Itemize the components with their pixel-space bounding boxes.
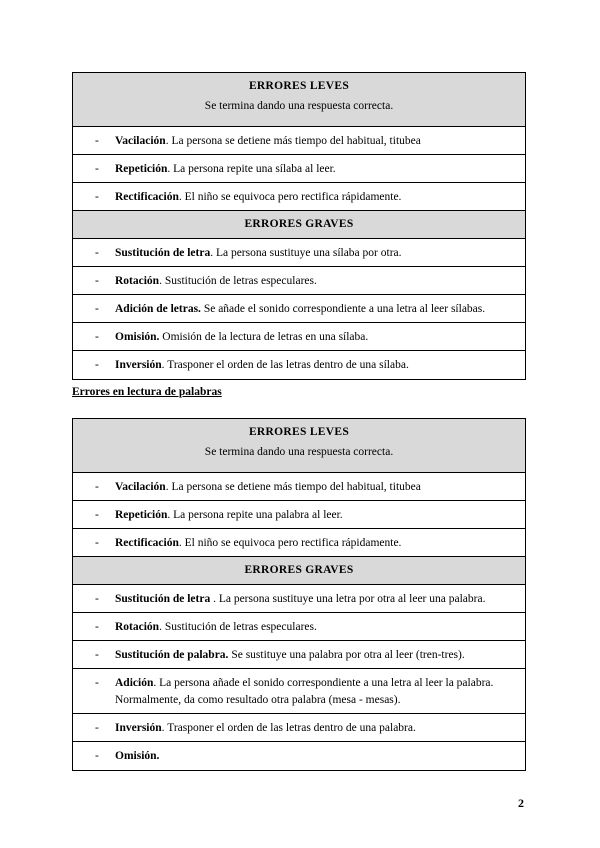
table-row: - Repetición. La persona repite una palabra al leer. bbox=[73, 501, 525, 529]
table-row: - Rectificación. El niño se equivoca pero rectifica rápidamente. bbox=[73, 529, 525, 557]
table-row: - Repetición. La persona repite una sílaba al leer. bbox=[73, 155, 525, 183]
leves-subtitle: Se termina dando una respuesta correcta. bbox=[204, 100, 394, 112]
table-row: - Rotación. Sustitución de letras especulares. bbox=[73, 267, 525, 295]
table-row: - Adición. La persona añade el sonido correspondiente a una letra al leer la palabra. Normalmente, da como resultado otra palabra (mesa - mesas). bbox=[73, 669, 525, 714]
leves-header bbox=[73, 73, 525, 127]
graves-header bbox=[73, 557, 525, 585]
table-row: - Adición de letras. Se añade el sonido correspondiente a una letra al leer sílabas. bbox=[73, 295, 525, 323]
table-row: - Vacilación. La persona se detiene más tiempo del habitual, titubea bbox=[73, 127, 525, 155]
table-row: - Sustitución de letra . La persona sustituye una letra por otra al leer una palabra. bbox=[73, 585, 525, 613]
table-row: - Omisión. Omisión de la lectura de letras en una sílaba. bbox=[73, 323, 525, 351]
errors-table-syllables bbox=[72, 72, 526, 380]
table-row: - Sustitución de palabra. Se sustituye una palabra por otra al leer (tren-tres). bbox=[73, 641, 525, 669]
table-row: - Rectificación. El niño se equivoca pero rectifica rápidamente. bbox=[73, 183, 525, 211]
table-row: - Inversión. Trasponer el orden de las letras dentro de una sílaba. bbox=[73, 351, 525, 379]
leves-title: ERRORES LEVES bbox=[248, 80, 350, 92]
table-row: - Rotación. Sustitución de letras especulares. bbox=[73, 613, 525, 641]
table-row: - Omisión. bbox=[73, 742, 525, 770]
leves-header bbox=[73, 419, 525, 473]
graves-header bbox=[73, 211, 525, 239]
table-row: - Sustitución de letra. La persona sustituye una sílaba por otra. bbox=[73, 239, 525, 267]
section-title: Errores en lectura de palabras bbox=[72, 386, 222, 398]
table-row: - Vacilación. La persona se detiene más tiempo del habitual, titubea bbox=[73, 473, 525, 501]
page-number: 2 bbox=[518, 796, 524, 810]
errors-table-words bbox=[72, 418, 526, 771]
leves-subtitle: Se termina dando una respuesta correcta. bbox=[204, 446, 394, 458]
graves-title: ERRORES GRAVES bbox=[244, 218, 354, 230]
table-row: - Inversión. Trasponer el orden de las letras dentro de una palabra. bbox=[73, 714, 525, 742]
graves-title: ERRORES GRAVES bbox=[244, 564, 354, 576]
leves-title: ERRORES LEVES bbox=[248, 426, 350, 438]
